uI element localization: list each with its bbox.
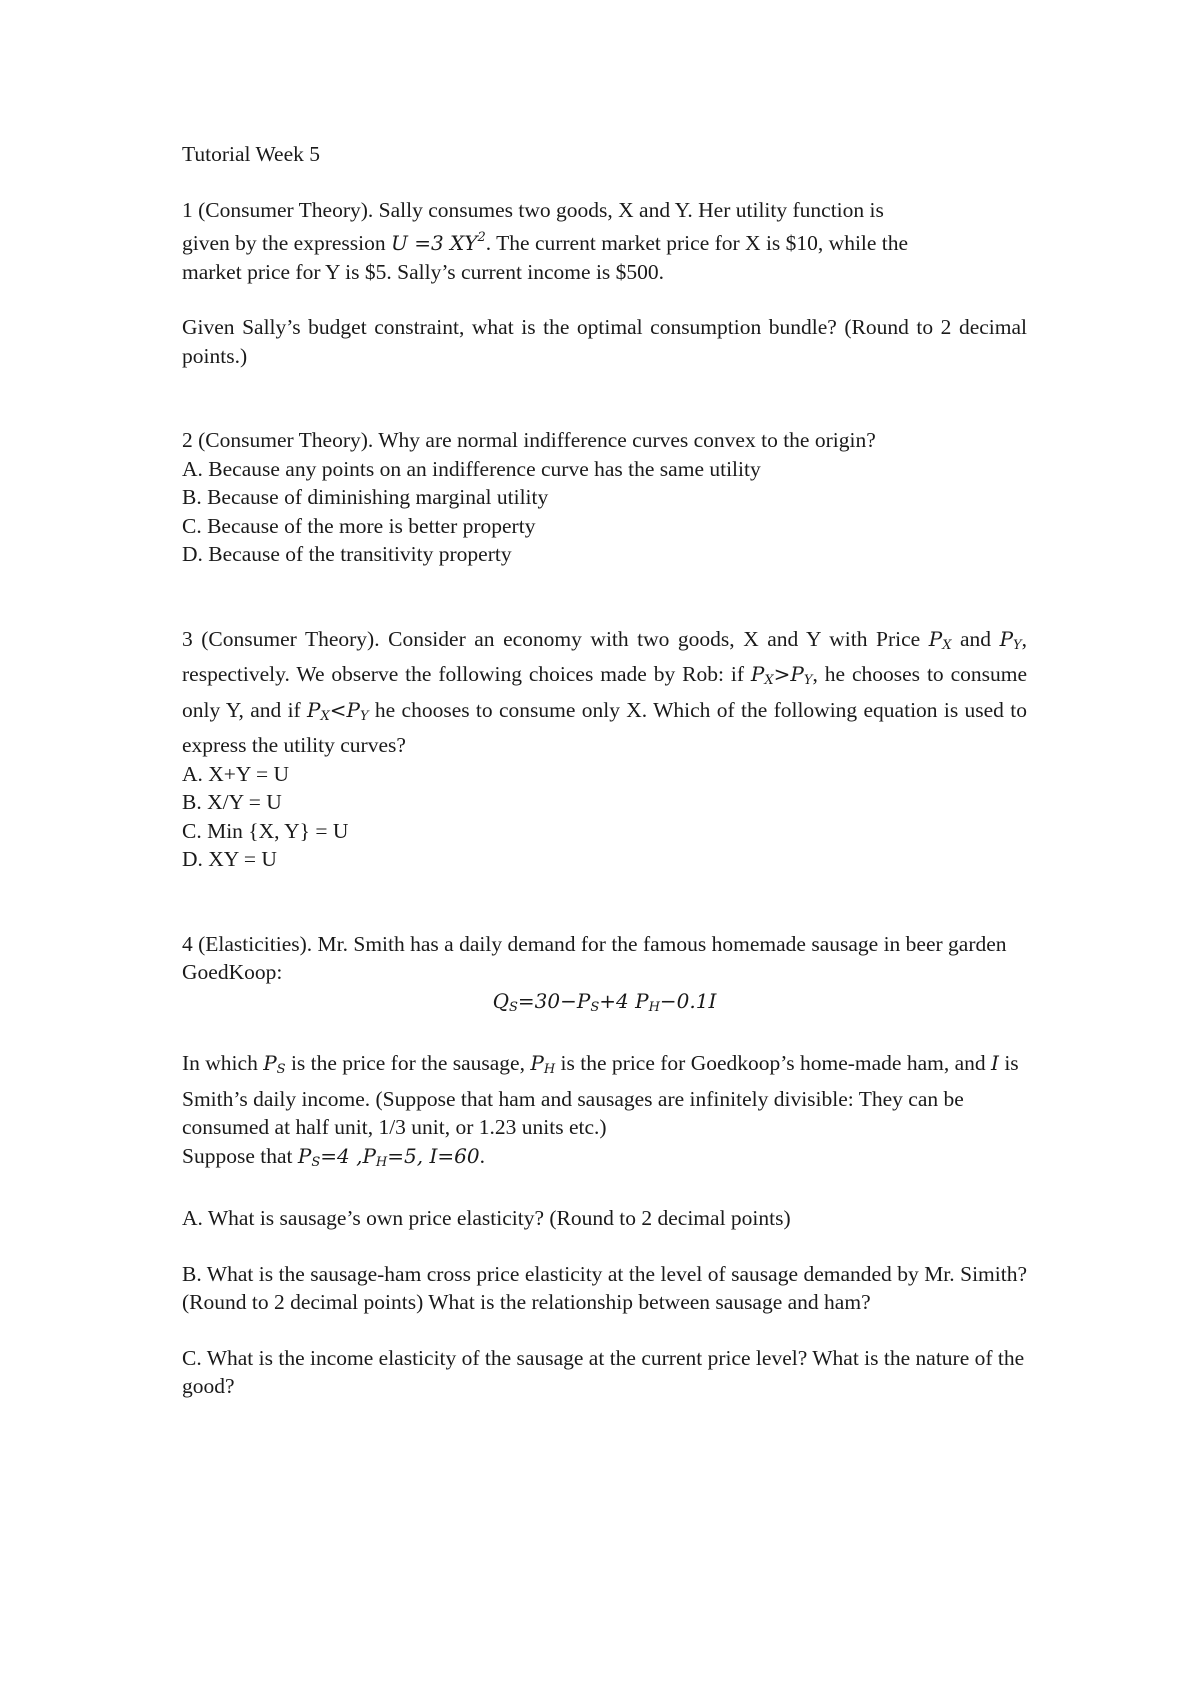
ham-price-subscript: H bbox=[648, 999, 660, 1015]
given-values bbox=[298, 1144, 480, 1168]
price-y-subscript: Y bbox=[360, 708, 369, 724]
q4-definitions bbox=[182, 1049, 1027, 1142]
sausage-price-letter: P bbox=[297, 1143, 312, 1168]
q2-option-b: B. Because of diminishing marginal utility bbox=[182, 485, 549, 509]
q4-suppose bbox=[182, 1142, 1027, 1178]
price-y-letter: P bbox=[346, 697, 360, 722]
price-y-subscript: Y bbox=[803, 673, 813, 688]
q3-option-a: A. X+Y = U bbox=[182, 761, 290, 786]
ham-price-symbol bbox=[530, 1051, 555, 1075]
q4-text: is the price for Goedkoop’s home-made ham, and bbox=[555, 1051, 992, 1075]
price-y-subscript: Y bbox=[1013, 637, 1022, 653]
q3-text: and bbox=[960, 626, 1000, 651]
q4-part-b: B. What is the sausage-ham cross price elasticity at the level of sausage demanded by Mr. Simith? (Round to 2 decimal points) What is the relationship between sausage and ham? bbox=[182, 1261, 1027, 1314]
less-than-sign: < bbox=[329, 697, 347, 722]
q3-text: , respectively. We observe the following choices made by Rob: if bbox=[182, 626, 1028, 686]
demand-equation-math bbox=[493, 989, 717, 1013]
q2-option-c: C. Because of the more is better property bbox=[182, 513, 536, 538]
q4-part-c: C. What is the income elasticity of the sausage at the current price level? What is the nature of the good? bbox=[182, 1345, 1025, 1398]
q4-text: Suppose that bbox=[182, 1143, 298, 1168]
q1-text: . The current market price for X is $10, while the bbox=[485, 231, 909, 255]
ham-price-subscript: H bbox=[375, 1154, 388, 1170]
q4-text: In which bbox=[182, 1051, 264, 1075]
q1-line2 bbox=[182, 224, 1027, 258]
q3-option-b: B. X/Y = U bbox=[182, 790, 282, 814]
q4-text: . bbox=[479, 1143, 485, 1168]
utility-exponent: 2 bbox=[477, 230, 486, 245]
price-x-symbol bbox=[929, 627, 952, 651]
q4-part-a: A. What is sausage’s own price elasticity? (Round to 2 decimal points) bbox=[182, 1206, 791, 1230]
q4-text: is the price for the sausage, bbox=[285, 1051, 531, 1075]
price-y-symbol bbox=[1000, 627, 1022, 651]
q2-option-a: A. Because any points on an indifference curve has the same utility bbox=[182, 456, 761, 481]
q3-text: 3 (Consumer Theory). Consider an economy with two goods, X and Y with Price bbox=[182, 626, 929, 651]
condition-px-lt-py bbox=[307, 698, 369, 722]
price-x-subscript: X bbox=[764, 673, 774, 688]
q3-option-c: C. Min {X, Y} = U bbox=[182, 818, 349, 843]
given-value: =5, bbox=[387, 1143, 430, 1168]
equation-text: =30− bbox=[517, 988, 577, 1013]
income-symbol: I bbox=[991, 1051, 999, 1075]
question-1 bbox=[182, 196, 1027, 371]
q3-stem bbox=[182, 625, 1027, 760]
greater-than-sign: > bbox=[773, 662, 791, 686]
sausage-price-subscript: S bbox=[311, 1154, 321, 1170]
equation-text: +4 bbox=[599, 988, 636, 1013]
equation-text: −0.1 bbox=[659, 988, 709, 1013]
ham-price-subscript: H bbox=[543, 1062, 556, 1077]
q4-intro: 4 (Elasticities). Mr. Smith has a daily demand for the famous homemade sausage in beer garden GoedKoop: bbox=[182, 931, 1007, 984]
price-x-subscript: X bbox=[942, 637, 952, 653]
q3-option-d: D. XY = U bbox=[182, 847, 277, 871]
question-2 bbox=[182, 426, 1027, 569]
condition-px-gt-py bbox=[751, 662, 813, 686]
document-page bbox=[182, 140, 1027, 1401]
sausage-price-letter: P bbox=[263, 1051, 277, 1075]
given-value: =60 bbox=[437, 1143, 480, 1168]
q1-line1: 1 (Consumer Theory). Sally consumes two goods, X and Y. Her utility function is bbox=[182, 197, 884, 222]
sausage-price-letter: P bbox=[576, 988, 591, 1013]
price-x-letter: P bbox=[750, 662, 765, 686]
utility-expression-base: U =3 XY bbox=[391, 231, 478, 255]
q4-text: is Smith’s daily income. (Suppose that ham and sausages are infinitely divisible: They can be consumed at half unit, 1/3 unit, or 1.23 units etc.) bbox=[182, 1051, 1019, 1139]
price-x-letter: P bbox=[928, 626, 943, 651]
income-letter: I bbox=[708, 988, 717, 1013]
price-y-letter: P bbox=[790, 662, 804, 686]
q1-question: Given Sally’s budget constraint, what is the optimal consumption bundle? (Round to 2 decimal points.) bbox=[182, 315, 1027, 368]
document-title: Tutorial Week 5 bbox=[182, 142, 321, 166]
q2-stem: 2 (Consumer Theory). Why are normal indifference curves convex to the origin? bbox=[182, 428, 876, 452]
ham-price-letter: P bbox=[530, 1051, 544, 1075]
price-x-subscript: X bbox=[320, 708, 330, 724]
sausage-price-subscript: S bbox=[276, 1062, 286, 1077]
income-letter: I bbox=[429, 1143, 438, 1168]
demand-equation bbox=[182, 987, 1027, 1023]
quantity-subscript: S bbox=[509, 999, 518, 1015]
price-x-letter: P bbox=[307, 697, 321, 722]
sausage-price-symbol bbox=[263, 1051, 285, 1075]
sausage-price-subscript: S bbox=[590, 999, 600, 1015]
question-4 bbox=[182, 930, 1027, 1401]
question-3 bbox=[182, 625, 1027, 874]
q3-text: , he chooses to consume only Y, and if bbox=[182, 662, 1028, 722]
ham-price-letter: P bbox=[362, 1143, 376, 1168]
price-y-letter: P bbox=[999, 626, 1014, 651]
q3-text: he chooses to consume only X. Which of the following equation is used to express the utility curves? bbox=[182, 697, 1027, 757]
utility-expression bbox=[391, 231, 486, 255]
q2-option-d: D. Because of the transitivity property bbox=[182, 542, 512, 566]
quantity-letter: Q bbox=[492, 988, 509, 1013]
q1-line3: market price for Y is $5. Sally’s current income is $500. bbox=[182, 259, 665, 284]
q1-text: given by the expression bbox=[182, 231, 391, 255]
given-value: =4 , bbox=[320, 1143, 363, 1168]
ham-price-letter: P bbox=[635, 988, 649, 1013]
